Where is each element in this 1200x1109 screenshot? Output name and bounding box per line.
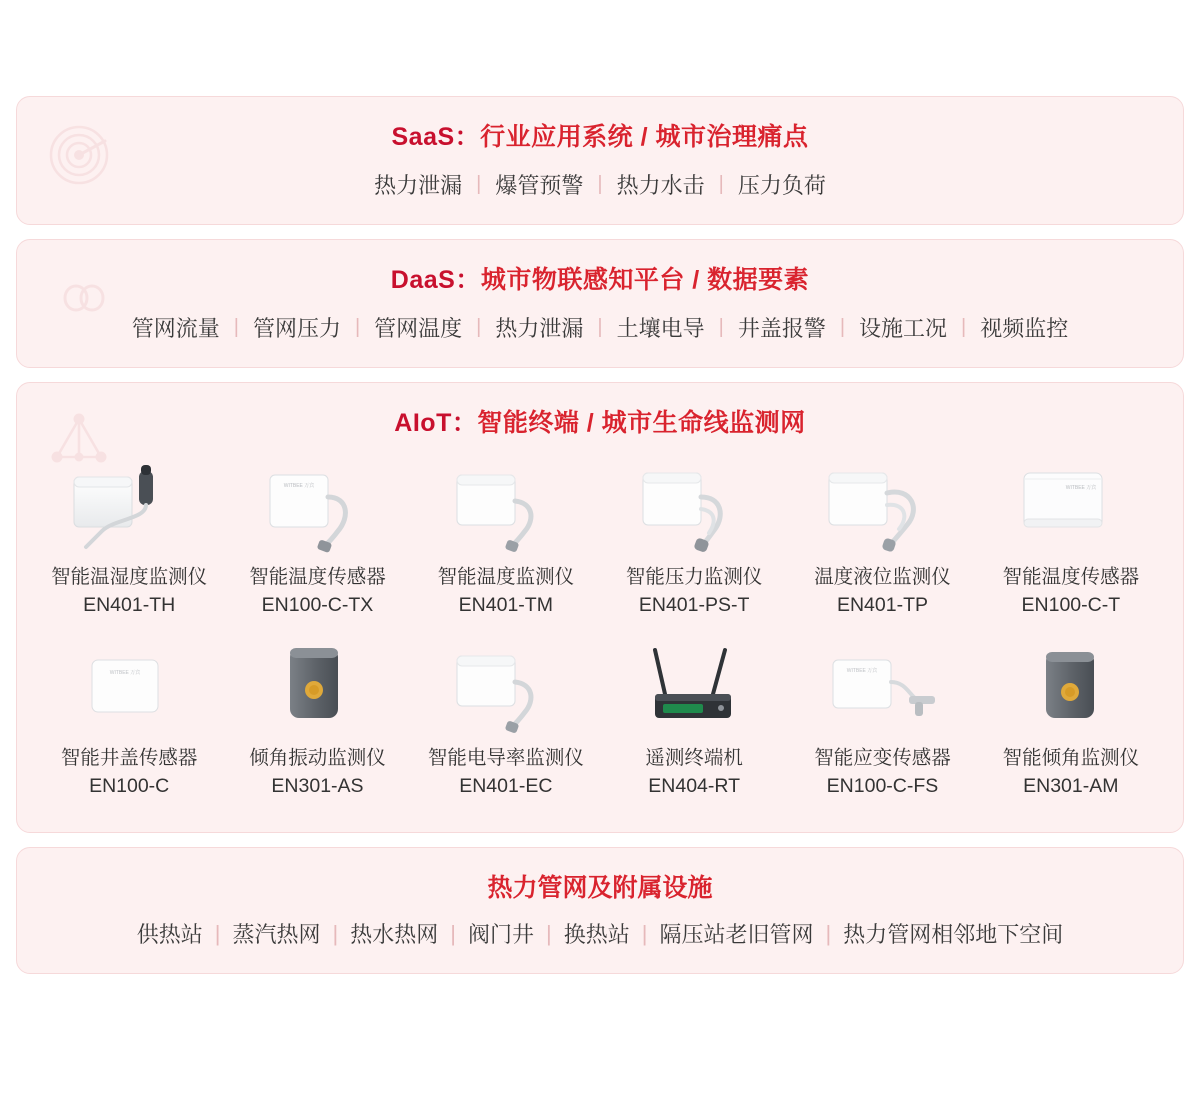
device-image-box-cable [421, 638, 591, 734]
aiot-title-prefix: AIoT： [394, 409, 478, 437]
device-model: EN100-C-TX [261, 594, 374, 617]
device-model: EN301-AM [1023, 774, 1119, 797]
pipeline-title: 热力管网及附属设施 [487, 874, 713, 903]
separator: | [641, 920, 648, 946]
device-name: 智能温度监测仪 [437, 566, 575, 588]
device-image-panel-cable [232, 457, 402, 553]
device-card[interactable] [600, 451, 788, 626]
device-name: 智能压力监测仪 [625, 566, 763, 588]
separator: | [718, 173, 724, 195]
saas-layer-card [16, 96, 1184, 225]
daas-tag: 设施工况 [859, 316, 948, 341]
device-card[interactable] [35, 451, 223, 626]
device-name: 智能温度传感器 [1002, 566, 1140, 588]
device-card[interactable] [977, 632, 1165, 807]
saas-tag: 热力水击 [616, 173, 705, 198]
device-name: 智能应变传感器 [814, 746, 951, 769]
separator: | [476, 316, 482, 338]
daas-tag: 井盖报警 [737, 316, 826, 341]
daas-tag: 土壤电导 [616, 316, 705, 341]
device-model: EN100-C-FS [826, 774, 939, 797]
daas-title-prefix: DaaS： [390, 266, 481, 294]
device-name: 智能温度传感器 [249, 566, 386, 588]
device-model: EN404-RT [648, 774, 741, 797]
device-model: EN100-C [89, 774, 170, 797]
device-image-box-dual-cable [609, 457, 779, 553]
device-card[interactable] [600, 632, 788, 807]
device-model: EN401-TM [458, 594, 553, 617]
pipeline-tag: 换热站 [563, 922, 630, 948]
device-card[interactable] [788, 632, 976, 807]
separator: | [546, 920, 552, 946]
separator: | [233, 316, 239, 338]
saas-tag: 热力泄漏 [374, 173, 463, 198]
daas-tag: 管网温度 [374, 316, 463, 341]
device-name: 遥测终端机 [645, 746, 743, 769]
svg-text:WITBEE 万宾: WITBEE 万宾 [284, 483, 315, 489]
device-model: EN401-EC [459, 774, 553, 797]
daas-tag-row [17, 302, 1183, 367]
device-image-panel-bracket [797, 638, 967, 734]
daas-tag: 热力泄漏 [495, 316, 584, 341]
pipeline-tag: 隔压站老旧管网 [659, 922, 814, 948]
device-grid [17, 441, 1183, 832]
saas-title [17, 97, 1183, 159]
pipeline-tag: 供热站 [136, 922, 203, 948]
saas-tag: 压力负荷 [737, 173, 826, 198]
device-name: 倾角振动监测仪 [249, 746, 386, 769]
device-card[interactable] [223, 451, 411, 626]
device-image-thick-panel [986, 457, 1156, 553]
separator: | [214, 920, 221, 946]
device-model: EN401-TH [83, 594, 176, 617]
separator: | [476, 173, 482, 195]
pipeline-facilities-card [16, 847, 1184, 974]
device-model: EN100-C-T [1021, 594, 1121, 617]
device-card[interactable] [223, 632, 411, 807]
saas-title-prefix: SaaS： [391, 123, 481, 151]
pipeline-tag: 蒸汽热网 [232, 922, 321, 948]
device-card[interactable] [788, 451, 976, 626]
device-name: 智能电导率监测仪 [427, 746, 584, 769]
device-image-box-loop-cable [797, 457, 967, 553]
device-card[interactable] [412, 451, 600, 626]
pipeline-tag: 阀门井 [467, 922, 534, 948]
separator: | [961, 316, 967, 338]
separator: | [597, 173, 603, 195]
device-card[interactable] [35, 632, 223, 807]
device-image-gray-module [986, 638, 1156, 734]
pipeline-tag-row [17, 904, 1183, 973]
device-card[interactable] [977, 451, 1165, 626]
device-image-router-antennas [609, 638, 779, 734]
device-name: 智能温湿度监测仪 [51, 566, 208, 588]
device-image-gray-module [232, 638, 402, 734]
device-model: EN401-TP [836, 594, 929, 617]
separator: | [718, 316, 724, 338]
daas-tag: 管网压力 [252, 316, 341, 341]
saas-title-main: 行业应用系统 / 城市治理痛点 [480, 123, 809, 151]
pipeline-tag: 热力管网相邻地下空间 [843, 922, 1064, 948]
daas-title-main: 城市物联感知平台 / 数据要素 [480, 266, 810, 294]
separator: | [332, 920, 339, 946]
device-image-box-probe [44, 457, 214, 553]
saas-tag-row [17, 159, 1183, 224]
device-image-box-cable [421, 457, 591, 553]
separator: | [597, 316, 603, 338]
aiot-title-main: 智能终端 / 城市生命线监测网 [477, 409, 806, 437]
pipeline-tag: 热水热网 [350, 922, 439, 948]
separator: | [825, 920, 832, 946]
aiot-layer-card [16, 382, 1184, 833]
svg-text:WITBEE 万宾: WITBEE 万宾 [847, 667, 878, 674]
device-image-flat-panel [44, 638, 214, 734]
device-name: 温度液位监测仪 [814, 566, 951, 588]
separator: | [354, 316, 361, 338]
saas-tag: 爆管预警 [495, 173, 584, 198]
device-name: 智能井盖传感器 [60, 746, 198, 769]
separator: | [450, 920, 456, 946]
aiot-title [17, 383, 1183, 441]
separator: | [839, 316, 846, 338]
daas-title [17, 240, 1183, 302]
device-name: 智能倾角监测仪 [1002, 746, 1140, 769]
device-model: EN301-AS [271, 774, 364, 797]
device-model: EN401-PS-T [638, 594, 750, 617]
daas-tag: 管网流量 [131, 316, 220, 341]
daas-layer-card [16, 239, 1184, 368]
daas-tag: 视频监控 [980, 316, 1069, 341]
svg-text:WITBEE 万宾: WITBEE 万宾 [109, 669, 141, 676]
device-card[interactable] [412, 632, 600, 807]
svg-text:WITBEE 万宾: WITBEE 万宾 [1065, 485, 1097, 491]
